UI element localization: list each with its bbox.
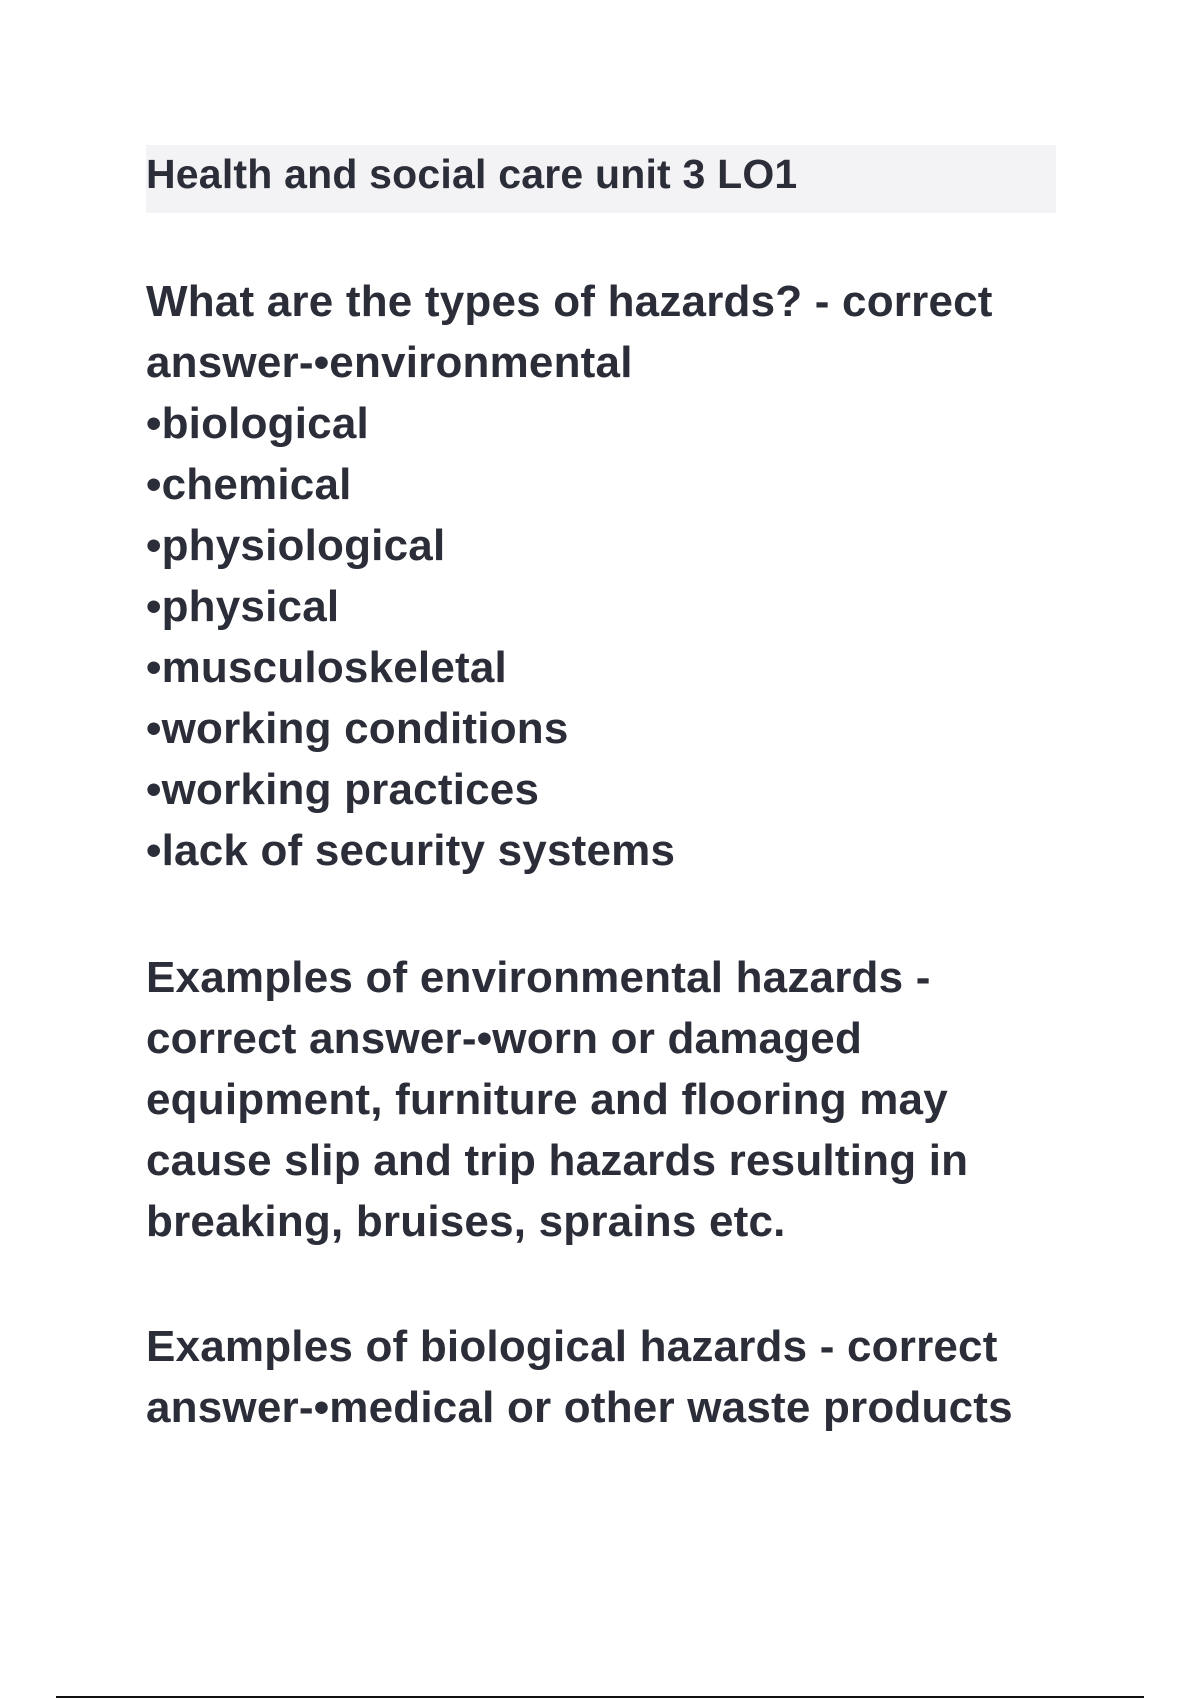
text-line: answer-•medical or other waste products <box>146 1383 1013 1432</box>
page-bottom-divider <box>56 1696 1144 1698</box>
text-line: •working conditions <box>146 704 569 753</box>
text-line: equipment, furniture and flooring may <box>146 1075 948 1124</box>
text-line: •lack of security systems <box>146 826 676 875</box>
text-line: •physiological <box>146 521 446 570</box>
text-line: •biological <box>146 399 369 448</box>
document-title: Health and social care unit 3 LO1 <box>146 151 798 197</box>
text-line: Examples of biological hazards - correct <box>146 1322 998 1371</box>
text-line: correct answer-•worn or damaged <box>146 1014 863 1063</box>
text-line: •chemical <box>146 460 352 509</box>
flashcard-biological-hazards <box>146 1316 1086 1438</box>
flashcard-hazard-types <box>146 271 1086 881</box>
text-line: breaking, bruises, sprains etc. <box>146 1197 786 1246</box>
text-line: •musculoskeletal <box>146 643 507 692</box>
text-line: What are the types of hazards? - correct <box>146 277 993 326</box>
flashcard-environmental-hazards <box>146 947 1086 1252</box>
text-line: answer-•environmental <box>146 338 633 387</box>
text-line: •physical <box>146 582 340 631</box>
text-line: •working practices <box>146 765 540 814</box>
text-line: cause slip and trip hazards resulting in <box>146 1136 969 1185</box>
text-line: Examples of environmental hazards - <box>146 953 931 1002</box>
title-highlight <box>146 145 1056 213</box>
